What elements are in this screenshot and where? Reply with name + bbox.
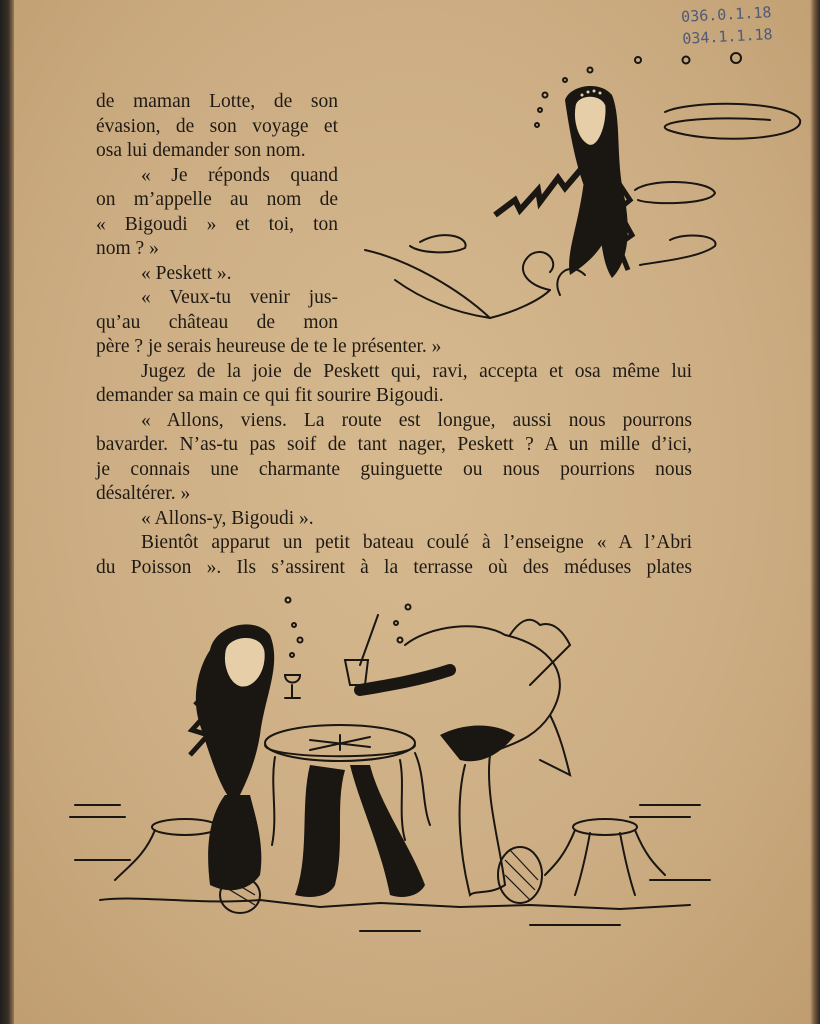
text-line: qu’au château de mon <box>96 311 338 333</box>
mermaid-swimming-illustration <box>350 50 810 340</box>
text-line: « Peskett ». <box>141 262 232 284</box>
text-line: bavarder. N’as-tu pas soif de tant nager, Peskett ? A un mille d’ici, <box>96 434 692 455</box>
text-line: osa lui demander son nom. <box>96 140 306 161</box>
text-line: Bientôt apparut un petit bateau coulé à l’enseigne « A l’Abri <box>141 532 692 553</box>
text-line: du Poisson ». Ils s’assirent à la terrasse où des méduses plates <box>96 556 692 578</box>
shelfmark-line-2: 034.1.1.18 <box>681 25 773 48</box>
text-line: « Veux-tu venir jus- <box>141 287 338 308</box>
text-line: évasion, de son voyage et <box>96 115 338 137</box>
text-line: nom ? » <box>96 238 159 259</box>
text-line: « Bigoudi » et toi, ton <box>96 213 338 235</box>
page-edge <box>810 0 820 1024</box>
text-line: Jugez de la joie de Peskett qui, ravi, accepta et osa même lui <box>141 360 692 382</box>
text-line: je connais une charmante guinguette ou nous pourrions nous <box>96 458 692 480</box>
book-spine <box>0 0 14 1024</box>
shelfmark-annotation <box>661 1 773 51</box>
text-line: demander sa main ce qui fit sourire Bigoudi. <box>96 385 444 406</box>
text-line: « Je réponds quand <box>141 164 338 186</box>
text-line: on m’appelle au nom de <box>96 189 338 210</box>
cafe-table-illustration <box>60 595 740 945</box>
text-line: désaltérer. » <box>96 483 191 504</box>
text-line: « Allons-y, Bigoudi ». <box>141 507 314 529</box>
text-line: de maman Lotte, de son <box>96 91 338 112</box>
shelfmark-line-1: 036.0.1.18 <box>680 3 772 26</box>
text-line: père ? je serais heureuse de te le présenter. » <box>96 336 442 357</box>
text-column-full <box>96 335 692 580</box>
text-column-upper <box>96 90 338 335</box>
text-line: « Allons, viens. La route est longue, aussi nous pourrons <box>141 409 692 431</box>
